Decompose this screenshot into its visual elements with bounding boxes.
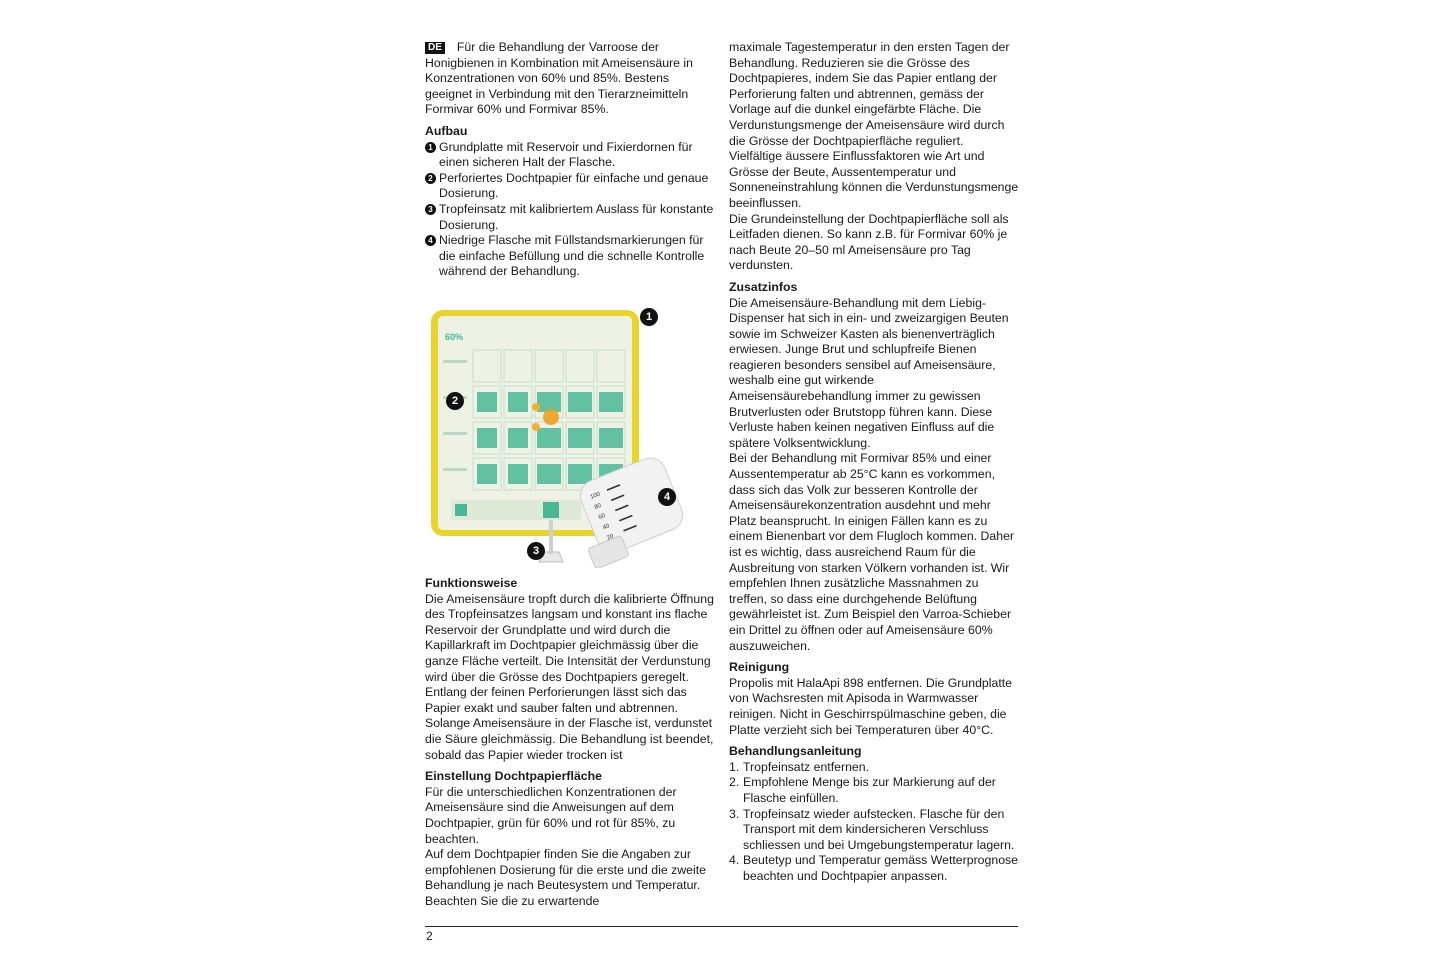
step-number: 4. [729, 853, 740, 868]
row-label-line [443, 468, 467, 471]
aufbau-item [425, 171, 717, 202]
funktionsweise-text: Die Ameisensäure tropft durch die kalibrierte Öffnung des Tropfeinsatzes langsam und konstant ins flache Reservoir der Grundplatte und wird durch die Kapillarkraft im Dochtpapier gleichmässig über die ganze Fläche verteilt. Die Intensität der Verdunstung wird über die Grösse des Dochtpapiers geregelt. Entlang der feinen Perforierungen lässt sich das Papier exakt und sauber falten und abtrennen. Solange Ameisensäure in der Flasche ist, verdunstet die Säure gleichmässig. Die Behandlung ist beendet, sobald das Papier wieder trocken ist [425, 591, 714, 762]
number-badge: 3 [425, 204, 436, 215]
intro-paragraph [425, 40, 717, 118]
aufbau-item-text: Niedrige Flasche mit Füllstandsmarkierungen für die einfache Befüllung und die schnelle Kontrolle während der Behandlung. [439, 233, 705, 279]
aufbau-item-text: Perforiertes Dochtpapier für einfache und genaue Dosierung. [439, 170, 709, 201]
treatment-step [729, 853, 1019, 884]
grid-cell-fill [477, 428, 497, 448]
step-number: 2. [729, 775, 740, 790]
right-column [729, 40, 1019, 884]
footer-rule [425, 926, 1018, 927]
number-badge: 1 [425, 142, 436, 153]
grid-cell-fill [568, 428, 592, 448]
callout-1: 1 [640, 308, 658, 326]
number-badge: 4 [425, 235, 436, 246]
fill-mark-label: 100 [589, 491, 602, 501]
step-text: Tropfeinsatz wieder aufstecken. Flasche für den Transport mit dem kindersicheren Verschluss schliessen und bei Umgebungstemperatur lagern. [743, 806, 1015, 852]
left-column [425, 40, 717, 280]
aufbau-item [425, 202, 717, 233]
step-number: 3. [729, 806, 740, 821]
aufbau-item [425, 140, 717, 171]
zusatzinfos-heading: Zusatzinfos [729, 279, 798, 294]
zusatzinfos-paragraph-1: Die Ameisensäure-Behandlung mit dem Liebig-Dispenser hat sich in ein- und zweizargigen Beuten sowie im Schweizer Kasten als bienenverträglich erwiesen. Junge Brut und schlupfreife Bienen reagieren besonders sensibel auf Ameisensäure, weshalb eine gut wirkende Ameisensäurebehandlung immer zu gewissen Brutverlusten oder Brutstopp führen kann. Diese Verluste haben keinen negativen Einfluss auf die spätere Volksentwicklung. [729, 295, 1009, 450]
grid-cell-fill [537, 464, 561, 484]
einstellung-paragraph-2: Auf dem Dochtpapier finden Sie die Angaben zur empfohlenen Dosierung für die erste und die zweite Behandlung je nach Beutesystem und Temperatur. Beachten Sie die zu erwartende [425, 847, 706, 908]
language-badge: DE [425, 42, 445, 54]
behandlung-heading: Behandlungsanleitung [729, 744, 862, 759]
left-column-lower [425, 576, 717, 909]
einstellung-paragraph-4: Die Grundeinstellung der Dochtpapierfläche soll als Leitfaden dienen. So kann z.B. für Formivar 60% je nach Beute 20–50 ml Ameisensäure pro Tag verdunsten. [729, 211, 1009, 273]
fixing-pin [532, 403, 540, 411]
grid-cell-fill [508, 428, 528, 448]
page-number: 2 [426, 929, 433, 943]
dispenser-drawing [425, 296, 695, 568]
einstellung-paragraph-1: Für die unterschiedlichen Konzentrationen der Ameisensäure sind die Anweisungen auf dem Dochtpapier, grün für 60% und rot für 85%, zu beachten. [425, 784, 677, 846]
row-label-line [443, 432, 467, 435]
fill-mark-label: 40 [602, 523, 611, 532]
fill-mark-label: 60 [597, 513, 607, 522]
step-text: Beutetyp und Temperatur gemäss Wetterprognose beachten und Dochtpapier anpassen. [743, 853, 1019, 883]
intro-text: Für die Behandlung der Varroose der Honigbienen in Kombination mit Ameisensäure in Konzentrationen von 60% und 85%. Bestens geeignet in Verbindung mit den Tierarzneimitteln Formivar 60% und Formivar 85%. [425, 40, 693, 117]
grid-cell-fill [537, 392, 561, 412]
grid-cell-fill [599, 392, 623, 412]
grid-cell-fill [568, 392, 592, 412]
grid-cell-fill [568, 464, 592, 484]
fixing-pin [532, 423, 540, 431]
einstellung-paragraph-3: maximale Tagestemperatur in den ersten Tagen der Behandlung. Reduzieren sie die Grösse des Dochtpapieres, indem Sie das Papier entlang der Perforierung falten und abtrennen, gemäss der Vorlage auf die dunkel eingefärbte Fläche. Die Verdunstungsmenge der Ameisensäure wird durch die Grösse der Dochtpapierfläche reguliert. Vielfältige äussere Einflussfaktoren wie Art und Grösse der Beute, Aussentemperatur und Sonneneinstrahlung können die Verdunstungsmenge beeinflussen. [729, 40, 1019, 210]
aufbau-list [425, 140, 717, 280]
strip-cell [455, 504, 467, 516]
instruction-strip [451, 500, 581, 520]
row-label-line [443, 360, 467, 363]
aufbau-item-text: Tropfeinsatz mit kalibriertem Auslass für konstante Dosierung. [439, 201, 714, 232]
funktionsweise-heading: Funktionsweise [425, 576, 518, 590]
step-text: Empfohlene Menge bis zur Markierung auf der Flasche einfüllen. [743, 775, 996, 805]
aufbau-heading: Aufbau [425, 123, 468, 138]
treatment-step [729, 807, 1019, 854]
fill-mark-label: 20 [606, 533, 615, 542]
reinigung-heading: Reinigung [729, 660, 790, 675]
grid-cell-fill [599, 428, 623, 448]
step-number: 1. [729, 759, 740, 774]
grid-cell-fill [508, 464, 528, 484]
number-badge: 2 [425, 173, 436, 184]
grid-cell-fill [477, 464, 497, 484]
grid-cell-fill [537, 428, 561, 448]
step-text: Tropfeinsatz entfernen. [743, 759, 870, 774]
aufbau-item [425, 233, 717, 280]
treatment-step [729, 760, 1019, 776]
fill-mark-label: 80 [593, 502, 603, 511]
callout-2: 2 [446, 392, 464, 410]
callout-4: 4 [658, 488, 676, 506]
callout-3: 3 [527, 542, 545, 560]
reinigung-text: Propolis mit HalaApi 898 entfernen. Die Grundplatte von Wachsresten mit Apisoda in Warmwasser reinigen. Nicht in Geschirrspülmaschine geben, die Platte verzieht sich bei Temperaturen über 40°C. [729, 675, 1012, 737]
einstellung-heading: Einstellung Dochtpapierfläche [425, 769, 602, 784]
treatment-steps [729, 760, 1019, 885]
dispenser-illustration [425, 296, 695, 568]
strip-cell [543, 502, 559, 518]
treatment-step [729, 775, 1019, 806]
grid-cell-fill [477, 392, 497, 412]
zusatzinfos-paragraph-2: Bei der Behandlung mit Formivar 85% und einer Aussentemperatur ab 25°C kann es vorkommen, dass sich das Volk zur besseren Kontrolle der Ameisensäurekonzentration ausdehnt und mehr Platz beansprucht. In einigen Fällen kann es zu einem Bienenbart vor dem Flugloch kommen. Daher ist es wichtig, dass ausreichend Raum für die Ausbreitung von starken Völkern vorhanden ist. Wir empfehlen Ihnen zusätzliche Massnahmen zu treffen, so dass eine durchgehende Belüftung gewährleistet ist. Zum Beispiel den Varroa-Schieber ein Drittel zu öffnen oder auf Ameisensäure 60% auszuweichen. [729, 451, 1015, 653]
aufbau-item-text: Grundplatte mit Reservoir und Fixierdornen für einen sicheren Halt der Flasche. [439, 139, 693, 170]
acid-droplet [543, 409, 559, 425]
paper-label: 60% [445, 332, 464, 342]
grid-cell-fill [508, 392, 528, 412]
drip-tube [549, 520, 553, 554]
